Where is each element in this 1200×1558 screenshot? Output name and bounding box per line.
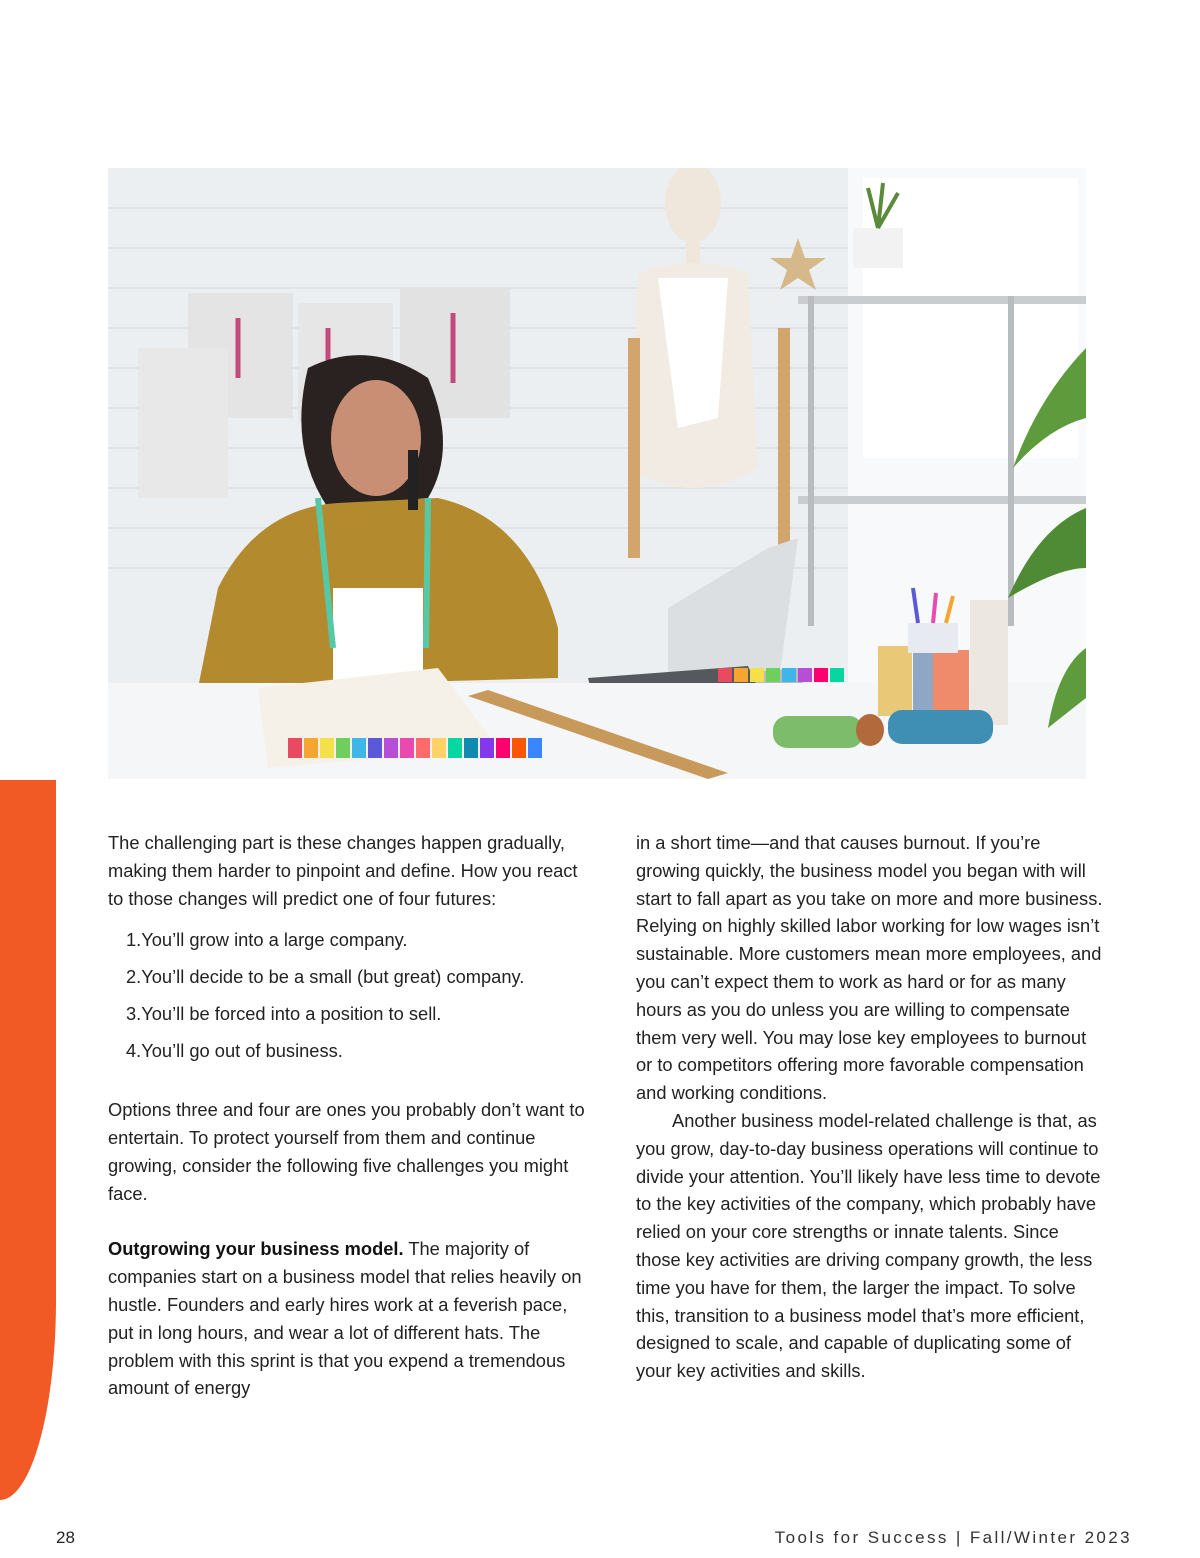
page-number: 28	[56, 1528, 75, 1547]
section-heading: Outgrowing your business model.	[108, 1238, 404, 1260]
publication-footer: Tools for Success | Fall/Winter 2023	[774, 1528, 1132, 1547]
list-item: 1.You’ll grow into a large company.	[126, 929, 408, 951]
right-column	[636, 829, 1106, 1385]
list-item: 4.You’ll go out of business.	[126, 1040, 343, 1062]
futures-list	[108, 926, 586, 1065]
list-item: 2.You’ll decide to be a small (but great) company.	[126, 966, 525, 988]
burnout-paragraph: in a short time—and that causes burnout. If you’re growing quickly, the business model you began with will start to fall apart as you take on more and more business. Relying on highly skilled labor working for low wages isn’t sustainable. More customers mean more employees, and you can’t expect them to work as hard or for as many hours as you do unless you are willing to compensate them very well. You may lose key employees to burnout or to competitors offering more favorable compensation and working conditions.	[636, 832, 1103, 1104]
business-model-paragraph: Outgrowing your business model. The majority of companies start on a business model that relies heavily on hustle. Founders and early hires work at a feverish pace, put in long hours, and wear a lot of different hats. The problem with this sprint is that you expend a tremendous amount of energy	[108, 1238, 582, 1399]
hero-photo	[108, 168, 1086, 779]
left-column	[108, 829, 586, 1402]
list-item: 3.You’ll be forced into a position to sell.	[126, 1003, 442, 1025]
operations-paragraph: Another business model-related challenge is that, as you grow, day-to-day business operations will continue to divide your attention. You’ll likely have less time to devote to the key activities of the company, which probably have relied on your core strengths or innate talents. Since those key activities are driving company growth, the less time you have for them, the larger the impact. To solve this, transition to a business model that’s more efficient, designed to scale, and capable of duplicating some of your key activities and skills.	[636, 1109, 1101, 1382]
intro-paragraph: The challenging part is these changes happen gradually, making them harder to pinpoint and define. How you react to those changes will predict one of four futures:	[108, 832, 578, 909]
orange-accent-tab	[0, 780, 56, 1500]
options-paragraph: Options three and four are ones you probably don’t want to entertain. To protect yourself from them and continue growing, consider the following five challenges you might face.	[108, 1099, 585, 1204]
